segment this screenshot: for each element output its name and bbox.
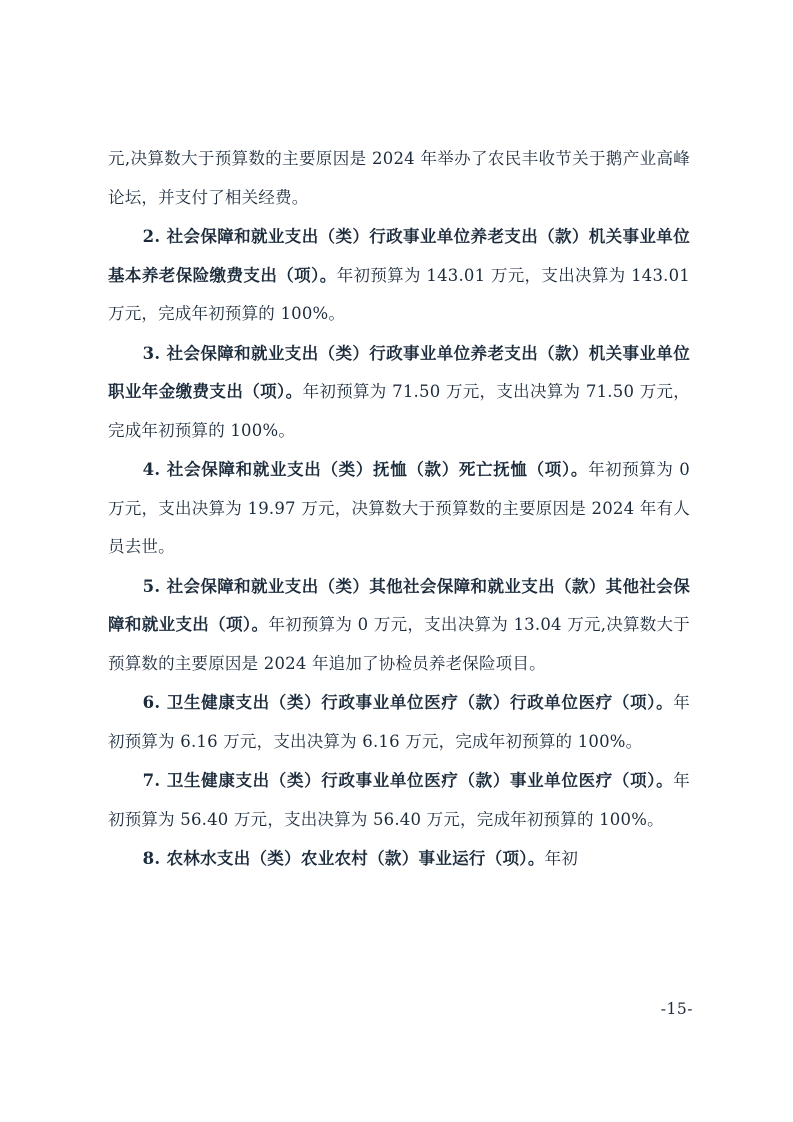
paragraph-heading-run: 6. 卫生健康支出（类）行政事业单位医疗（款）行政单位医疗（项）。 xyxy=(142,693,674,712)
paragraph xyxy=(108,451,690,567)
paragraph xyxy=(108,218,690,334)
paragraph-heading-run: 8. 农林水支出（类）农业农村（款）事业运行（项）。 xyxy=(142,849,545,868)
paragraph-text-run: 年初预算为 143.01 万元，支出决算为 143.01 万元，完成年初预算的 100%。 xyxy=(108,265,690,323)
paragraph-text-run: 年初预算为 0 万元，支出决算为 19.97 万元，决算数大于预算数的主要原因是 2024 年有人员去世。 xyxy=(108,460,690,556)
paragraph-text-run: 年初预算为 6.16 万元，支出决算为 6.16 万元，完成年初预算的 100%。 xyxy=(108,693,690,751)
paragraph xyxy=(108,684,690,761)
paragraph xyxy=(108,568,690,684)
paragraph xyxy=(108,762,690,839)
paragraph-text-run: 年初预算为 56.40 万元，支出决算为 56.40 万元，完成年初预算的 100%。 xyxy=(108,771,690,829)
paragraph-heading-run: 7. 卫生健康支出（类）行政事业单位医疗（款）事业单位医疗（项）。 xyxy=(142,771,674,790)
paragraph xyxy=(108,335,690,451)
paragraph-text-run: 年初 xyxy=(544,849,579,868)
page-number: -15- xyxy=(660,1000,693,1018)
paragraph-text-run: 元,决算数大于预算数的主要原因是 2024 年举办了农民丰收节关于鹅产业高峰论坛，并支付了相关经费。 xyxy=(108,149,690,207)
paragraph-heading-run: 3. 社会保障和就业支出（类）行政事业单位养老支出（款）机关事业单位职业年金缴费支出（项）。 xyxy=(108,343,690,401)
paragraph-heading-run: 4. 社会保障和就业支出（类）抚恤（款）死亡抚恤（项）。 xyxy=(142,460,589,479)
paragraph-heading-run: 5. 社会保障和就业支出（类）其他社会保障和就业支出（款）其他社会保障和就业支出（项）。 xyxy=(108,576,690,634)
paragraph-text-run: 年初预算为 0 万元，支出决算为 13.04 万元,决算数大于预算数的主要原因是 2024 年追加了协检员养老保险项目。 xyxy=(108,615,691,673)
paragraph-heading-run: 2. 社会保障和就业支出（类）行政事业单位养老支出（款）机关事业单位基本养老保险缴费支出（项）。 xyxy=(108,227,690,285)
paragraph xyxy=(108,840,690,879)
paragraph xyxy=(108,140,690,217)
paragraph-text-run: 年初预算为 71.50 万元，支出决算为 71.50 万元，完成年初预算的 100%。 xyxy=(108,382,690,440)
document-body xyxy=(108,140,690,880)
